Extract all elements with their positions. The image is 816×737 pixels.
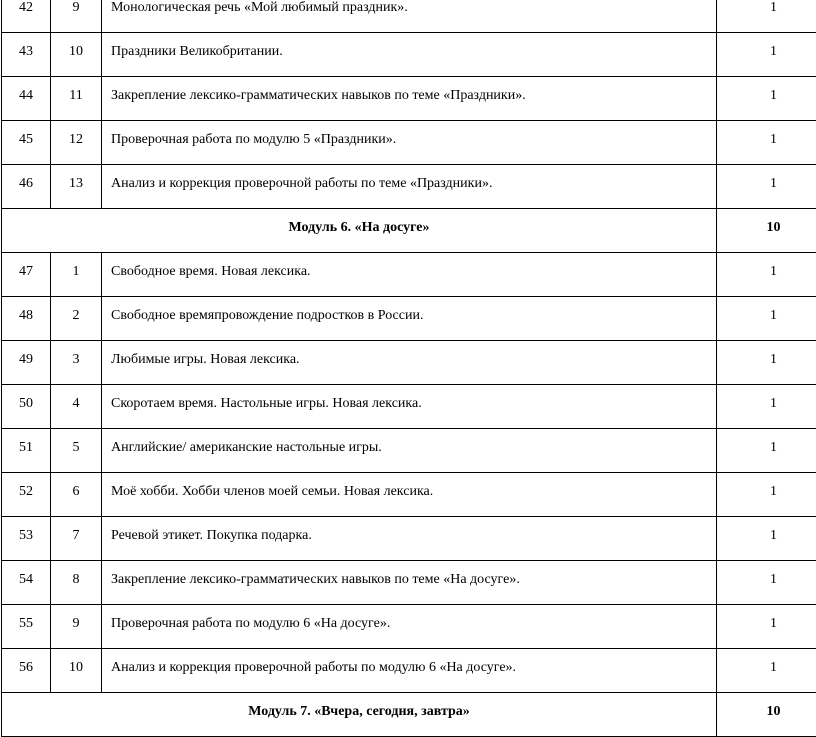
- lesson-number-cell: 54: [2, 561, 51, 605]
- lesson-topic-cell: Скоротаем время. Настольные игры. Новая лексика.: [102, 385, 717, 429]
- hours-cell: 1: [717, 473, 816, 517]
- hours-cell: 1: [717, 341, 816, 385]
- hours-cell: 1: [717, 517, 816, 561]
- hours-cell: 1: [717, 605, 816, 649]
- lesson-number-cell: 55: [2, 605, 51, 649]
- module-lesson-cell: 5: [51, 429, 102, 473]
- table-row: [2, 385, 816, 429]
- lesson-topic-cell: Анализ и коррекция проверочной работы по модулю 6 «На досуге».: [102, 649, 717, 693]
- table-row: [2, 77, 816, 121]
- lesson-topic-cell: Речевой этикет. Покупка подарка.: [102, 517, 717, 561]
- lesson-topic-cell: Английские/ американские настольные игры.: [102, 429, 717, 473]
- lesson-topic-cell: Проверочная работа по модулю 6 «На досуге».: [102, 605, 717, 649]
- lesson-topic-cell: Моё хобби. Хобби членов моей семьи. Новая лексика.: [102, 473, 717, 517]
- module-header-row: [2, 693, 816, 737]
- table-row: [2, 297, 816, 341]
- module-hours: 10: [717, 693, 816, 737]
- hours-cell: 1: [717, 297, 816, 341]
- module-lesson-cell: 3: [51, 341, 102, 385]
- table-row: [2, 517, 816, 561]
- module-title: Модуль 7. «Вчера, сегодня, завтра»: [2, 693, 717, 737]
- lesson-number-cell: 45: [2, 121, 51, 165]
- hours-cell: 1: [717, 385, 816, 429]
- table-row: [2, 561, 816, 605]
- lesson-number-cell: 47: [2, 253, 51, 297]
- module-lesson-cell: 10: [51, 33, 102, 77]
- table-row: [2, 473, 816, 517]
- lesson-topic-cell: Свободное время. Новая лексика.: [102, 253, 717, 297]
- module-lesson-cell: 11: [51, 77, 102, 121]
- module-title: Модуль 6. «На досуге»: [2, 209, 717, 253]
- lesson-topic-cell: Праздники Великобритании.: [102, 33, 717, 77]
- lesson-number-cell: 42: [2, 0, 51, 33]
- module-lesson-cell: 7: [51, 517, 102, 561]
- lesson-number-cell: 52: [2, 473, 51, 517]
- lesson-topic-cell: Закрепление лексико-грамматических навыков по теме «На досуге».: [102, 561, 717, 605]
- lesson-plan-table: [1, 0, 816, 737]
- hours-cell: 1: [717, 121, 816, 165]
- module-lesson-cell: 4: [51, 385, 102, 429]
- hours-cell: 1: [717, 0, 816, 33]
- hours-cell: 1: [717, 561, 816, 605]
- table-row: [2, 429, 816, 473]
- lesson-number-cell: 53: [2, 517, 51, 561]
- table-row: [2, 33, 816, 77]
- hours-cell: 1: [717, 429, 816, 473]
- lesson-topic-cell: Свободное времяпровождение подростков в России.: [102, 297, 717, 341]
- table-row: [2, 649, 816, 693]
- hours-cell: 1: [717, 77, 816, 121]
- module-lesson-cell: 1: [51, 253, 102, 297]
- lesson-number-cell: 44: [2, 77, 51, 121]
- lesson-number-cell: 43: [2, 33, 51, 77]
- lesson-number-cell: 49: [2, 341, 51, 385]
- table-row: [2, 121, 816, 165]
- lesson-topic-cell: Закрепление лексико-грамматических навыков по теме «Праздники».: [102, 77, 717, 121]
- hours-cell: 1: [717, 253, 816, 297]
- module-lesson-cell: 6: [51, 473, 102, 517]
- module-hours: 10: [717, 209, 816, 253]
- lesson-topic-cell: Монологическая речь «Мой любимый праздник».: [102, 0, 717, 33]
- module-lesson-cell: 9: [51, 605, 102, 649]
- module-lesson-cell: 12: [51, 121, 102, 165]
- lesson-number-cell: 46: [2, 165, 51, 209]
- lesson-topic-cell: Любимые игры. Новая лексика.: [102, 341, 717, 385]
- lesson-topic-cell: Проверочная работа по модулю 5 «Праздники».: [102, 121, 717, 165]
- lesson-number-cell: 48: [2, 297, 51, 341]
- module-lesson-cell: 9: [51, 0, 102, 33]
- table-row: [2, 0, 816, 33]
- lesson-topic-cell: Анализ и коррекция проверочной работы по теме «Праздники».: [102, 165, 717, 209]
- hours-cell: 1: [717, 649, 816, 693]
- table-row: [2, 165, 816, 209]
- hours-cell: 1: [717, 33, 816, 77]
- table-row: [2, 605, 816, 649]
- lesson-plan-body: [2, 0, 816, 737]
- module-lesson-cell: 2: [51, 297, 102, 341]
- module-lesson-cell: 10: [51, 649, 102, 693]
- module-lesson-cell: 13: [51, 165, 102, 209]
- lesson-number-cell: 51: [2, 429, 51, 473]
- module-lesson-cell: 8: [51, 561, 102, 605]
- table-row: [2, 341, 816, 385]
- lesson-number-cell: 50: [2, 385, 51, 429]
- table-row: [2, 253, 816, 297]
- hours-cell: 1: [717, 165, 816, 209]
- module-header-row: [2, 209, 816, 253]
- lesson-number-cell: 56: [2, 649, 51, 693]
